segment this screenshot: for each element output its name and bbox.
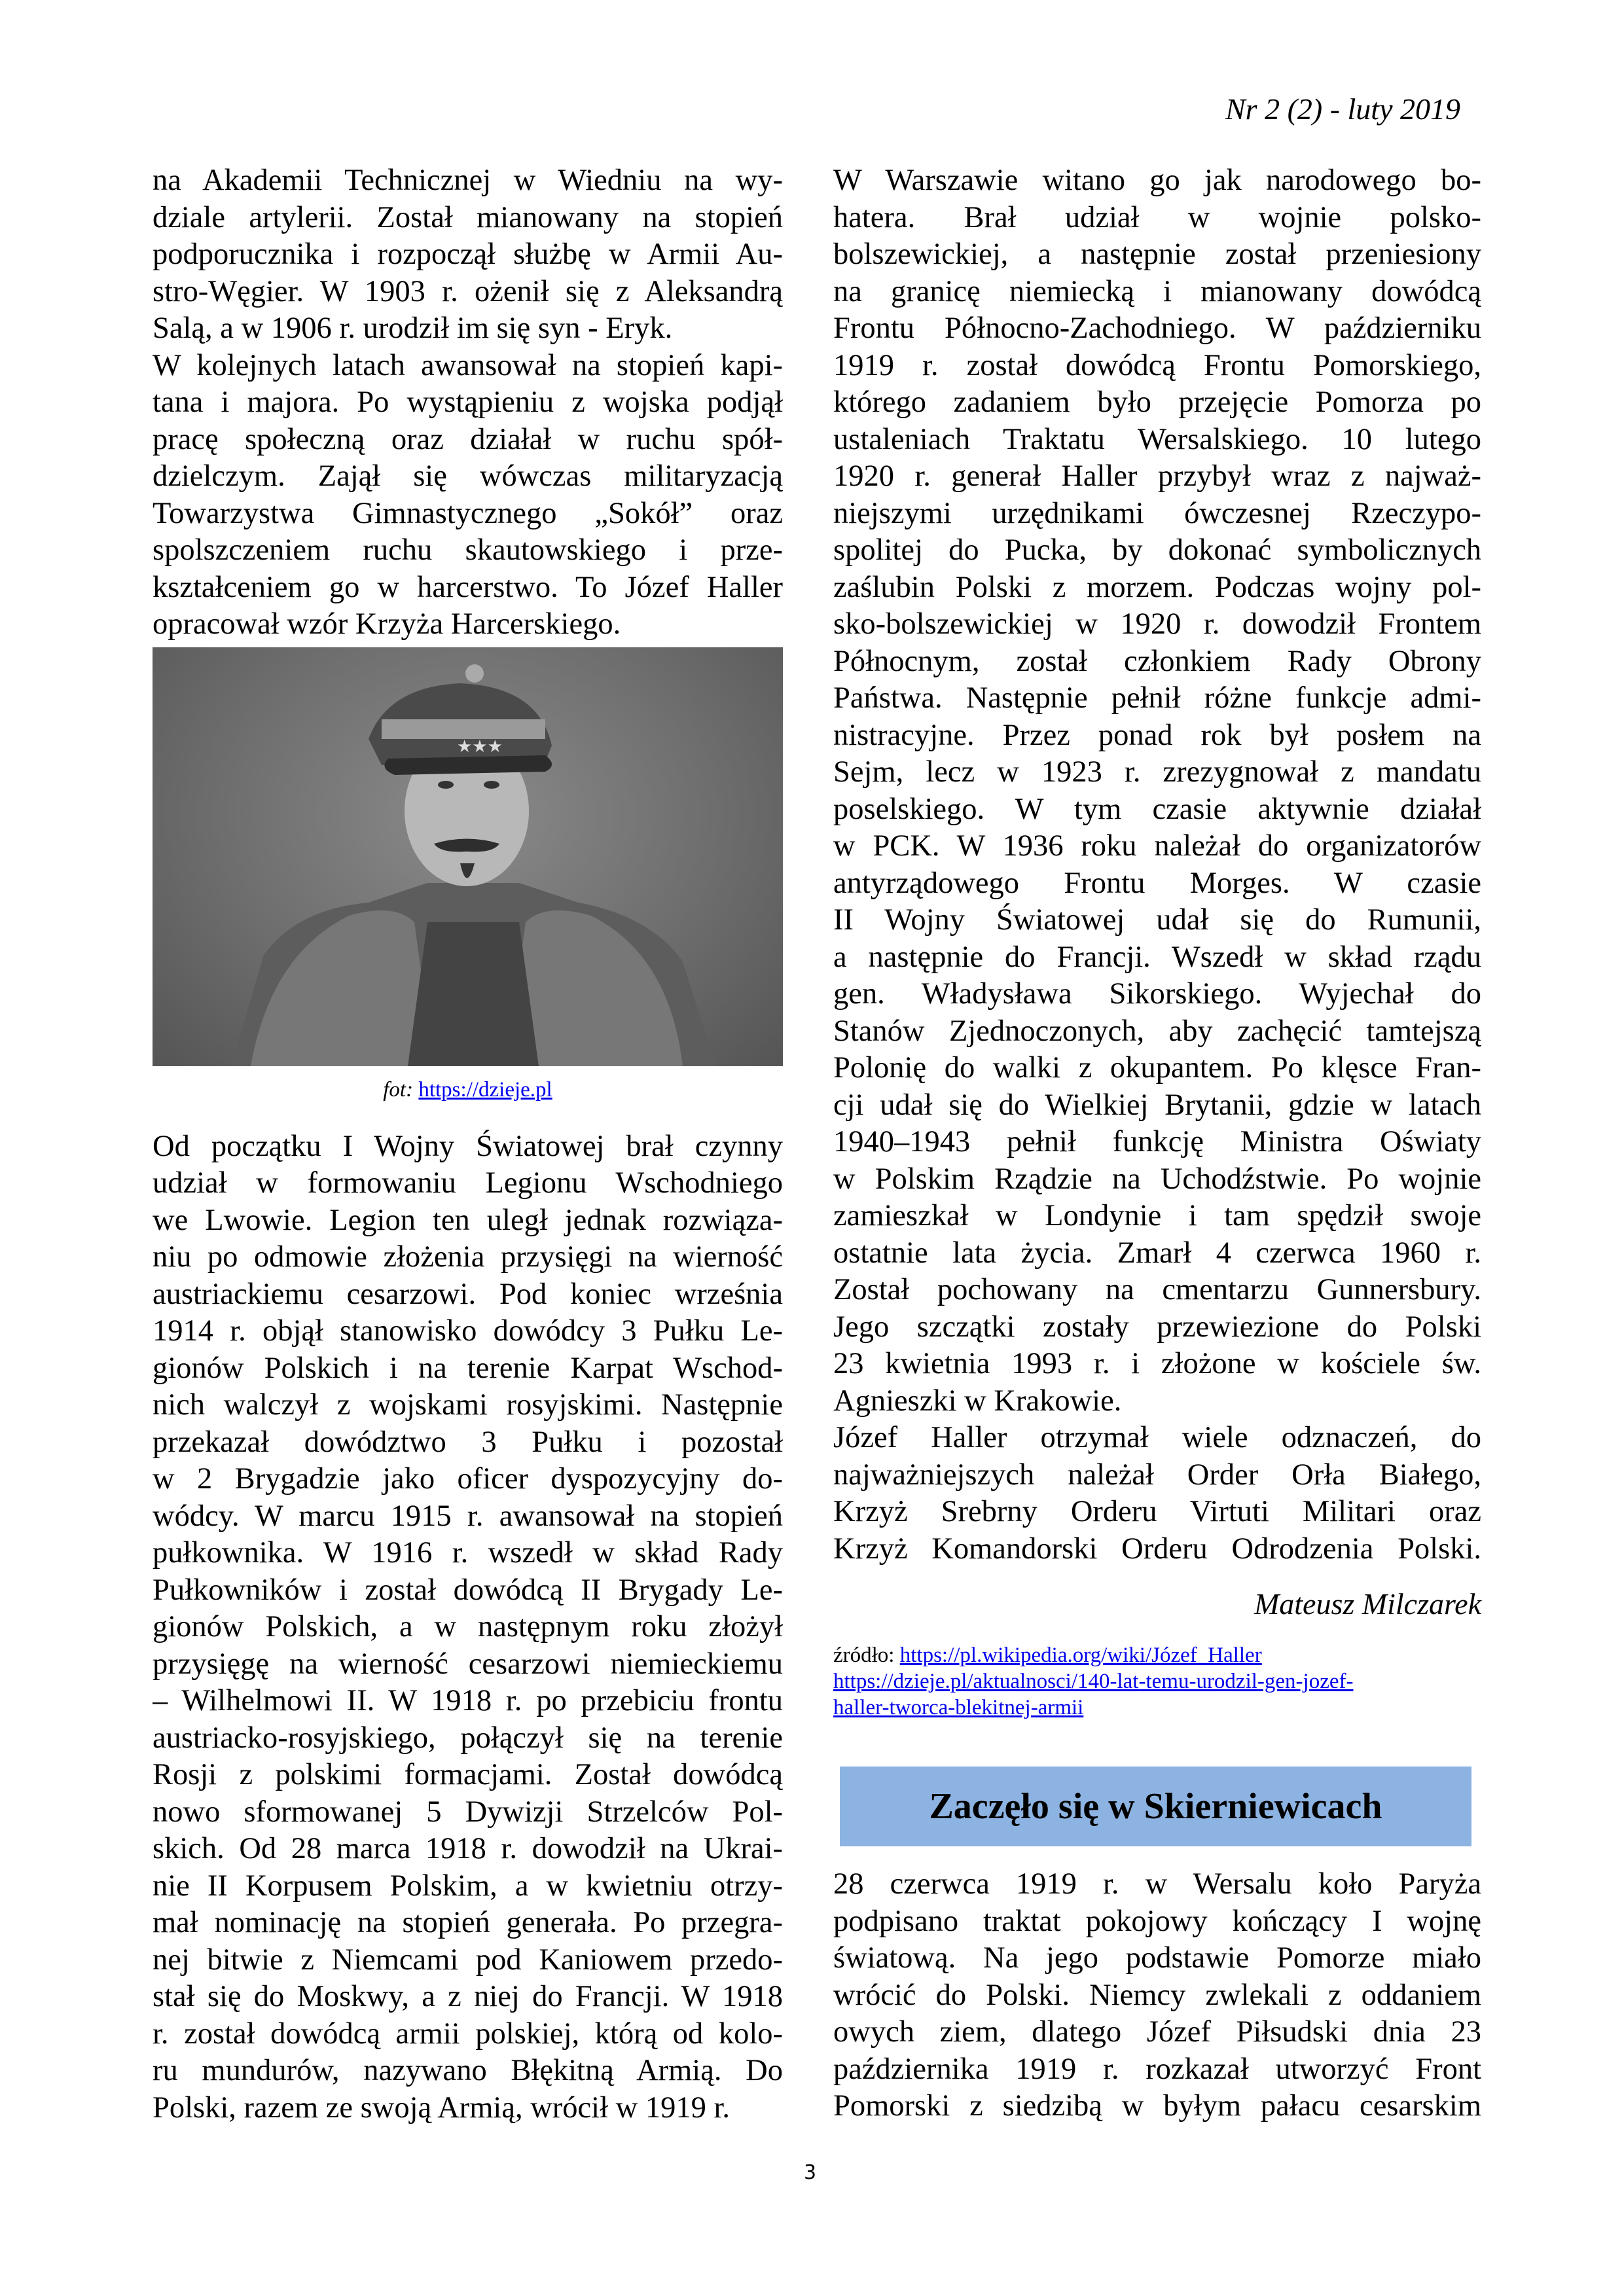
- text-line: nie II Korpusem Polskim, a w kwietniu otrzy-: [153, 1869, 783, 1903]
- text-line: w Polskim Rządzie na Uchodźstwie. Po wojnie: [833, 1162, 1481, 1196]
- text-line: stał się do Moskwy, a z niej do Francji. W 1918: [153, 1980, 783, 2013]
- author-signature: Mateusz Milczarek: [1254, 1587, 1481, 1621]
- text-line: ostatnie lata życia. Zmarł 4 czerwca 1960 r.: [833, 1236, 1481, 1270]
- text-line: Krzyż Srebrny Orderu Virtuti Militari oraz: [833, 1495, 1481, 1528]
- text-line: antyrządowego Frontu Morges. W czasie: [833, 866, 1481, 900]
- text-line: Stanów Zjednoczonych, aby zachęcić tamtejszą: [833, 1014, 1481, 1048]
- text-line: opracował wzór Krzyża Harcerskiego.: [153, 607, 621, 641]
- photo-caption: [153, 1078, 783, 1102]
- text-line: ustaleniach Traktatu Wersalskiego. 10 lutego: [833, 422, 1481, 456]
- text-line: 1920 r. generał Haller przybył wraz z najważ-: [833, 459, 1481, 493]
- text-line: podporucznika i rozpoczął służbę w Armii Au-: [153, 238, 783, 271]
- text-line: niu po odmowie złożenia przysięgi na wierność: [153, 1240, 783, 1274]
- paragraph-ww1: [153, 1128, 783, 2127]
- text-line: dzielczym. Zajął się wówczas militaryzacją: [153, 459, 783, 493]
- text-line: którego zadaniem było przejęcie Pomorza po: [833, 386, 1481, 419]
- text-line: Północnym, został członkiem Rady Obrony: [833, 644, 1481, 678]
- text-line: gen. Władysława Sikorskiego. Wyjechał do: [833, 977, 1481, 1011]
- text-line: Został pochowany na cmentarzu Gunnersbury.: [833, 1273, 1481, 1306]
- paragraph-interwar: [833, 162, 1481, 1420]
- section-heading-box: [840, 1767, 1471, 1846]
- text-line: dziale artylerii. Został mianowany na stopień: [153, 200, 783, 234]
- text-line: zaślubin Polski z morzem. Podczas wojny pol-: [833, 570, 1481, 604]
- text-line: Krzyż Komandorski Orderu Odrodzenia Polski.: [833, 1532, 1481, 1566]
- source-link-wikipedia[interactable]: https://pl.wikipedia.org/wiki/Józef_Haller: [899, 1643, 1262, 1667]
- text-line: bolszewickiej, a następnie został przeniesiony: [833, 238, 1481, 271]
- text-line: a następnie do Francji. Wszedł w skład rządu: [833, 940, 1481, 974]
- text-line: na granicę niemiecką i mianowany dowódcą: [833, 274, 1481, 308]
- section-heading: Zaczęło się w Skierniewicach: [929, 1786, 1382, 1827]
- text-line: nich walczył z wojskami rosyjskimi. Następnie: [153, 1388, 783, 1422]
- paragraph-career: [153, 348, 783, 643]
- text-line: r. został dowódcą armii polskiej, którą od kolo-: [153, 2017, 783, 2051]
- text-line: nej bitwie z Niemcami pod Kaniowem przedo-: [153, 1943, 783, 1977]
- text-line: gionów Polskich i na terenie Karpat Wschod-: [153, 1351, 783, 1385]
- text-line: Józef Haller otrzymał wiele odznaczeń, do: [833, 1421, 1481, 1454]
- text-line: Jego szczątki zostały przewiezione do Polski: [833, 1310, 1481, 1344]
- text-line: hatera. Brał udział w wojnie polsko-: [833, 200, 1481, 234]
- text-line: października 1919 r. rozkazał utworzyć Front: [833, 2052, 1481, 2086]
- text-line: kształceniem go w harcerstwo. To Józef Haller: [153, 570, 783, 604]
- text-line: Polonię do walki z okupantem. Po klęsce Fran-: [833, 1051, 1481, 1085]
- paragraph-skierniewice: [833, 1866, 1481, 2125]
- text-line: podpisano traktat pokojowy kończący I wojnę: [833, 1904, 1481, 1938]
- text-line: Państwa. Następnie pełnił różne funkcje admi-: [833, 681, 1481, 715]
- text-line: Sejm, lecz w 1923 r. zrezygnował z mandatu: [833, 755, 1481, 789]
- text-line: Frontu Północno-Zachodniego. W październiku: [833, 312, 1481, 345]
- text-line: światową. Na jego podstawie Pomorze miało: [833, 1941, 1481, 1975]
- left-column: [153, 162, 783, 2126]
- text-line: tana i majora. Po wystąpieniu z wojska podjął: [153, 386, 783, 419]
- text-line: nowo sformowanej 5 Dywizji Strzelców Pol-: [153, 1795, 783, 1829]
- caption-prefix: fot:: [383, 1077, 414, 1102]
- page-number: 3: [804, 2161, 817, 2184]
- text-line: austriackiemu cesarzowi. Pod koniec września: [153, 1277, 783, 1311]
- text-line: gionów Polskich, a w następnym roku złożył: [153, 1610, 783, 1643]
- text-line: przekazał dowództwo 3 Pułku i pozostał: [153, 1425, 783, 1459]
- text-line: w PCK. W 1936 roku należał do organizatorów: [833, 829, 1481, 863]
- text-line: udział w formowaniu Legionu Wschodniego: [153, 1166, 783, 1200]
- sources-block: [833, 1642, 1481, 1721]
- text-line: Agnieszki w Krakowie.: [833, 1384, 1122, 1418]
- text-line: mał nominację na stopień generała. Po przegra-: [153, 1906, 783, 1939]
- right-column: [833, 162, 1481, 2125]
- text-line: wódcy. W marcu 1915 r. awansował na stopień: [153, 1499, 783, 1533]
- text-line: owych ziem, dlatego Józef Piłsudski dnia 23: [833, 2015, 1481, 2049]
- text-line: niejszymi urzędnikami ówczesnej Rzeczypo-: [833, 496, 1481, 530]
- text-line: W Warszawie witano go jak narodowego bo-: [833, 164, 1481, 197]
- text-line: 1919 r. został dowódcą Frontu Pomorskiego,: [833, 348, 1481, 382]
- text-line: cji udał się do Wielkiej Brytanii, gdzie w latach: [833, 1088, 1481, 1122]
- text-line: II Wojny Światowej udał się do Rumunii,: [833, 903, 1481, 937]
- caption-source-link[interactable]: https://dzieje.pl: [418, 1077, 552, 1102]
- text-line: austriacko-rosyjskiego, połączył się na terenie: [153, 1721, 783, 1755]
- portrait-illustration: [153, 647, 783, 1066]
- text-line: Rosji z polskimi formacjami. Został dowódcą: [153, 1758, 783, 1791]
- text-line: poselskiego. W tym czasie aktywnie działał: [833, 792, 1481, 826]
- text-line: pułkownika. W 1916 r. wszedł w skład Rady: [153, 1536, 783, 1570]
- text-line: w 2 Brygadzie jako oficer dyspozycyjny do-: [153, 1462, 783, 1496]
- text-line: Polski, razem ze swoją Armią, wrócił w 1919 r.: [153, 2090, 731, 2125]
- text-line: najważniejszych należał Order Orła Białego,: [833, 1458, 1481, 1492]
- svg-text:★★★: ★★★: [457, 736, 503, 757]
- text-line: Od początku I Wojny Światowej brał czynny: [153, 1129, 783, 1163]
- text-line: nistracyjne. Przez ponad rok był posłem na: [833, 718, 1481, 752]
- text-line: sko-bolszewickiej w 1920 r. dowodził Frontem: [833, 607, 1481, 641]
- paragraph-education: [153, 162, 783, 348]
- text-line: stro-Węgier. W 1903 r. ożenił się z Aleksandrą: [153, 274, 783, 308]
- text-line: przysięgę na wierność cesarzowi niemieckiemu: [153, 1647, 783, 1681]
- text-line: zamieszkał w Londynie i tam spędził swoje: [833, 1199, 1481, 1232]
- text-line: Pułkowników i został dowódcą II Brygady Le-: [153, 1573, 783, 1607]
- issue-header: Nr 2 (2) - luty 2019: [1225, 92, 1460, 126]
- text-line: ru mundurów, nazywano Błękitną Armią. Do: [153, 2054, 783, 2087]
- text-line: – Wilhelmowi II. W 1918 r. po przebiciu frontu: [153, 1684, 783, 1717]
- text-line: 28 czerwca 1919 r. w Wersalu koło Paryża: [833, 1867, 1481, 1901]
- text-line: na Akademii Technicznej w Wiedniu na wy-: [153, 164, 783, 197]
- text-line: spolszczeniem ruchu skautowskiego i prze-: [153, 533, 783, 567]
- text-line: Towarzystwa Gimnastycznego „Sokół” oraz: [153, 496, 783, 530]
- text-line: 1914 r. objął stanowisko dowódcy 3 Pułku Le-: [153, 1314, 783, 1348]
- text-line: Salą, a w 1906 r. urodził im się syn - Eryk.: [153, 312, 673, 345]
- paragraph-awards: [833, 1420, 1481, 1568]
- text-line: pracę społeczną oraz działał w ruchu spół-: [153, 422, 783, 456]
- text-line: we Lwowie. Legion ten uległ jednak rozwiąza-: [153, 1203, 783, 1237]
- sources-label: źródło:: [833, 1643, 895, 1667]
- source-link-dzieje-part1[interactable]: https://dzieje.pl/aktualnosci/140-lat-temu-urodzil-gen-jozef-: [833, 1670, 1354, 1693]
- portrait-photo: [153, 647, 783, 1066]
- text-line: 1940–1943 pełnił funkcję Ministra Oświaty: [833, 1125, 1481, 1158]
- text-line: spolitej do Pucka, by dokonać symbolicznych: [833, 533, 1481, 567]
- text-line: skich. Od 28 marca 1918 r. dowodził na Ukrai-: [153, 1832, 783, 1865]
- text-line: wrócić do Polski. Niemcy zwlekali z oddaniem: [833, 1978, 1481, 2012]
- source-link-dzieje-part2[interactable]: haller-tworca-blekitnej-armii: [833, 1696, 1084, 1719]
- text-line: W kolejnych latach awansował na stopień kapi-: [153, 348, 783, 382]
- text-line: 23 kwietnia 1993 r. i złożone w kościele św.: [833, 1347, 1481, 1380]
- text-line: Pomorski z siedzibą w byłym pałacu cesarskim: [833, 2089, 1481, 2123]
